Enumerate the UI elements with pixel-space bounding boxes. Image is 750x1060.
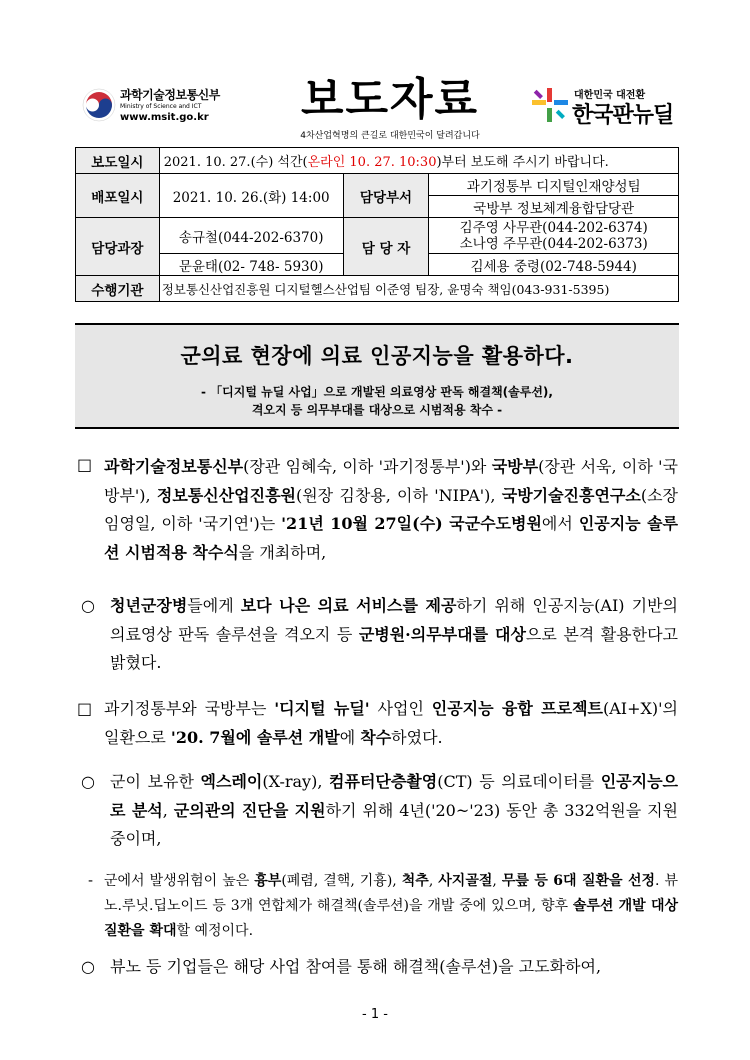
d1-text: (폐렴, 결핵, 기흉), [281, 873, 402, 889]
report-time-text-b: )부터 보도해 주시기 바랍니다. [436, 155, 609, 170]
staff-label: 담 당 자 [343, 218, 429, 276]
d1-text: , [492, 873, 502, 889]
manager-row [76, 218, 679, 254]
report-time-online: 온라인 10. 27. 10:30 [307, 155, 437, 170]
department-label: 담당부서 [343, 174, 429, 218]
p2-text: 과기정통부와 국방부는 [104, 699, 275, 718]
p1-text: 을 개최하며, [238, 542, 327, 562]
report-time-value [159, 148, 678, 174]
manager-2: 문윤태(02- 748- 5930) [159, 254, 343, 276]
d1-bold: 사지골절 [438, 873, 493, 889]
b2-bold: 엑스레이 [200, 772, 263, 791]
ministry-name: 과학기술정보통신부 [120, 88, 220, 102]
manager-label: 담당과장 [76, 218, 160, 276]
d1-text: , [428, 873, 439, 889]
p2-text: 에 [339, 727, 361, 747]
b1-bold: 보다 나은 의료 서비스를 제공 [240, 596, 457, 615]
page-number: - 1 - [362, 1007, 388, 1022]
headline-subtitle-line-1: - 「디지털 뉴딜 사업」으로 개발된 의료영상 판독 해결책(솔루션), [201, 385, 553, 399]
circle-bullet: ○ [81, 772, 95, 791]
report-time-label: 보도일시 [76, 148, 160, 174]
staff-3: 김세용 중령(02-748-5944) [429, 254, 679, 276]
taegeuk-emblem-icon [82, 88, 116, 122]
page-header [0, 62, 750, 142]
b1-bold: 군병원·의무부대를 대상 [358, 624, 526, 644]
report-time-row [76, 148, 679, 174]
b2-text: 군이 보유한 [110, 772, 201, 791]
manager-1: 송규철(044-202-6370) [159, 218, 343, 254]
new-deal-title: 한국판뉴딜 [572, 103, 674, 128]
bullet-2 [110, 768, 678, 854]
d1-text: 할 예정이다. [176, 923, 254, 939]
bullet-1 [110, 592, 678, 678]
d1-bold: 척추 [401, 873, 429, 889]
new-deal-tagline: 대한민국 대전환 [574, 90, 646, 101]
p1-text: (장관 임혜숙, 이하 '과기정통부')와 [243, 457, 492, 476]
headline-subtitle [75, 383, 679, 419]
box-bullet: □ [77, 455, 93, 474]
b1-text: 하기 위해 인공지능(AI) 기반의 의료영상 판독 솔루션을 격오지 등 [110, 596, 678, 644]
dash-item-1 [104, 869, 678, 944]
department-1: 과기정통부 디지털인재양성팀 [429, 174, 679, 196]
circle-bullet: ○ [81, 596, 95, 615]
p2-bold: '디지털 뉴딜' [274, 699, 370, 718]
box-bullet: □ [77, 699, 93, 718]
b2-text: 하기 위해 4년('20~'23) 동안 총 332억원을 지원 중이며, [110, 800, 678, 848]
b1-bold: 청년군장병 [110, 596, 188, 615]
press-release-title: 보도자료 [300, 74, 479, 125]
b2-text: (CT) 등 의료데이터를 [437, 772, 601, 791]
p1-ministry: 과학기술정보통신부 [104, 457, 244, 476]
staff-1: 김주영 사무관(044-202-6374) [459, 219, 648, 236]
p2-bold: '20. 7월에 솔루션 개발 [170, 727, 340, 747]
distribution-value: 2021. 10. 26.(화) 14:00 [159, 174, 343, 218]
d1-bold: 흉부 [254, 873, 282, 889]
p1-text: (장관 서욱, 이하 '국방부'), [104, 457, 678, 505]
distribution-label: 배포일시 [76, 174, 160, 218]
ministry-url: www.msit.go.kr [120, 112, 209, 123]
headline-title: 군의료 현장에 의료 인공지능을 활용하다. [180, 344, 574, 368]
ministry-name-english: Ministry of Science and ICT [120, 103, 202, 110]
b2-bold: 컴퓨터단층촬영 [329, 772, 438, 791]
d1-text: . 뷰노.루닛.딥노이드 등 3개 연합체가 해결책(솔루션)을 개발 중에 있으며, 향후 [104, 873, 679, 914]
bullet-3: 뷰노 등 기업들은 해당 사업 참여를 통해 해결책(솔루션)을 고도화하여, [110, 957, 602, 976]
b1-text: 으로 본격 활용한다고 밝혔다. [110, 624, 678, 672]
release-info-table [75, 147, 679, 302]
b2-text: , [162, 800, 174, 820]
slogan: 4차산업혁명의 큰길로 대한민국이 달려갑니다 [300, 131, 480, 141]
p2-text: 사업인 [369, 699, 432, 718]
d1-bold: 솔루션 개발 대상 질환을 확대 [104, 898, 678, 939]
p1-ceremony: 인공지능 솔루션 시범적용 착수식 [104, 514, 679, 562]
new-deal-mark-icon [530, 86, 570, 126]
p2-bold: 착수 [360, 727, 392, 747]
b2-bold: 인공지능으로 분석 [110, 772, 678, 820]
b2-bold: 군의관의 진단을 지원 [173, 800, 326, 820]
d1-bold: 무릎 등 6대 질환을 선정 [501, 873, 656, 889]
report-time-text-a: 2021. 10. 27.(수) 석간( [163, 155, 308, 170]
p1-text: 에서 [541, 514, 579, 533]
p1-nipa: 정보통신산업진흥원 [156, 485, 296, 505]
headline-box [75, 323, 679, 429]
executing-agency-value: 정보통신산업진흥원 디지털헬스산업팀 이준영 팀장, 윤명숙 책임(043-931-5395) [159, 276, 678, 302]
headline-subtitle-line-2: 격오지 등 의무부대를 대상으로 시범적용 착수 - [251, 403, 503, 417]
d1-text: 군에서 발생위험이 높은 [104, 873, 255, 889]
p2-text: (AI+X)'의 일환으로 [104, 699, 679, 747]
p1-text: (원장 김창용, 이하 'NIPA'), [295, 485, 502, 505]
b1-text: 들에게 [187, 596, 241, 615]
executing-agency-label: 수행기관 [76, 276, 160, 302]
p1-text: (소장 임영일, 이하 '국기연')는 [104, 485, 678, 533]
p2-bold: 인공지능 융합 프로젝트 [431, 699, 603, 718]
circle-bullet: ○ [81, 957, 95, 976]
dash-bullet: - [88, 873, 94, 889]
b2-text: (X-ray), [262, 772, 330, 791]
p1-defense: 국방부 [491, 457, 539, 476]
p1-kridt: 국방기술진흥연구소 [501, 485, 641, 505]
p2-text: 하였다. [391, 727, 443, 747]
department-2: 국방부 정보체계융합담당관 [429, 196, 679, 218]
staff-group [429, 218, 679, 254]
distribution-row [76, 174, 679, 196]
paragraph-2 [104, 695, 678, 752]
staff-2: 소나영 주무관(044-202-6373) [459, 235, 648, 252]
korean-new-deal-logo [530, 86, 680, 136]
executing-agency-row [76, 276, 679, 302]
paragraph-1 [104, 453, 678, 567]
p1-date-hospital: '21년 10월 27일(수) 국군수도병원 [281, 514, 542, 533]
